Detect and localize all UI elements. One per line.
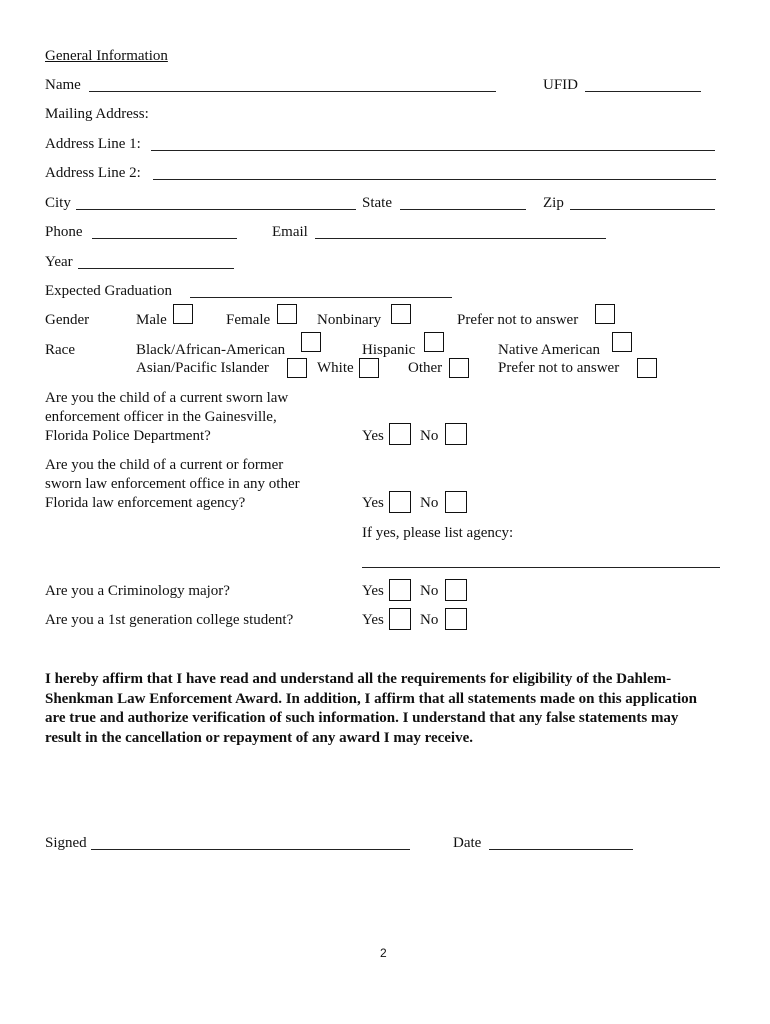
name-field[interactable] [89,91,496,92]
state-label: State [362,195,392,211]
phone-label: Phone [45,224,83,240]
agency-label: If yes, please list agency: [362,525,514,541]
q2-yes-label: Yes [362,495,384,511]
address-line2-label: Address Line 2: [45,165,141,181]
affirmation-text: I hereby affirm that I have read and understand all the requirements for eligibility of the Dahlem-Shenkman Law Enforcement Award. In addition, I affirm that all statements made on this application are true and authorize verification of such information. I understand that any false statements may result in the cancellation or repayment of any award I may receive. [45,671,697,746]
q2-no-checkbox[interactable] [445,491,467,513]
q4-no-checkbox[interactable] [445,608,467,630]
question-gpd-line1: Are you the child of a current sworn law [45,390,289,406]
race-white-checkbox[interactable] [359,358,379,378]
ufid-label: UFID [543,77,579,93]
q1-no-label: No [420,428,439,444]
q1-yes-checkbox[interactable] [389,423,411,445]
q4-yes-label: Yes [362,612,384,628]
q1-no-checkbox[interactable] [445,423,467,445]
q3-yes-checkbox[interactable] [389,579,411,601]
city-field[interactable] [76,209,356,210]
date-field[interactable] [489,849,633,850]
question-other-agency-line2: sworn law enforcement office in any other [45,476,300,492]
race-asian-checkbox[interactable] [287,358,307,378]
gender-female-checkbox[interactable] [277,304,297,324]
gender-prefer-not-checkbox[interactable] [595,304,615,324]
year-field[interactable] [78,268,234,269]
race-label: Race [45,342,75,358]
address-line1-label: Address Line 1: [45,136,141,152]
year-label: Year [45,254,73,270]
gender-nonbinary-checkbox[interactable] [391,304,411,324]
race-white-label: White [317,360,354,376]
race-other-checkbox[interactable] [449,358,469,378]
q4-yes-checkbox[interactable] [389,608,411,630]
graduation-label: Expected Graduation [45,283,173,299]
gender-prefer-not-label: Prefer not to answer [457,312,579,328]
state-field[interactable] [400,209,526,210]
mailing-address-label: Mailing Address: [45,106,149,122]
phone-field[interactable] [92,238,237,239]
ufid-field[interactable] [585,91,701,92]
q3-yes-label: Yes [362,583,384,599]
question-gpd-line3: Florida Police Department? [45,428,211,444]
race-native-label: Native American [498,342,601,358]
q3-no-label: No [420,583,439,599]
zip-label: Zip [543,195,564,211]
q3-no-checkbox[interactable] [445,579,467,601]
address-line2-field[interactable] [153,179,716,180]
question-criminology: Are you a Criminology major? [45,583,230,599]
race-native-checkbox[interactable] [612,332,632,352]
gender-nonbinary-label: Nonbinary [317,312,382,328]
graduation-field[interactable] [190,297,452,298]
zip-field[interactable] [570,209,715,210]
gender-female-label: Female [226,312,271,328]
race-prefer-not-label: Prefer not to answer [498,360,620,376]
gender-label: Gender [45,312,90,328]
name-label: Name [45,77,81,93]
email-label: Email [272,224,308,240]
question-other-agency-line1: Are you the child of a current or former [45,457,284,473]
race-hispanic-checkbox[interactable] [424,332,444,352]
race-black-checkbox[interactable] [301,332,321,352]
section-title: General Information [45,48,168,64]
q2-yes-checkbox[interactable] [389,491,411,513]
question-first-gen: Are you a 1st generation college student? [45,612,294,628]
q1-yes-label: Yes [362,428,384,444]
date-label: Date [453,835,482,851]
race-other-label: Other [408,360,443,376]
signed-label: Signed [45,835,87,851]
race-asian-label: Asian/Pacific Islander [136,360,269,376]
city-label: City [45,195,71,211]
agency-field[interactable] [362,567,720,568]
gender-male-checkbox[interactable] [173,304,193,324]
gender-male-label: Male [136,312,167,328]
q4-no-label: No [420,612,439,628]
race-black-label: Black/African-American [136,342,286,358]
email-field[interactable] [315,238,606,239]
q2-no-label: No [420,495,439,511]
race-prefer-not-checkbox[interactable] [637,358,657,378]
address-line1-field[interactable] [151,150,715,151]
question-other-agency-line3: Florida law enforcement agency? [45,495,246,511]
page-number: 2 [380,946,387,960]
signature-field[interactable] [91,849,410,850]
question-gpd-line2: enforcement officer in the Gainesville, [45,409,277,425]
race-hispanic-label: Hispanic [362,342,416,358]
